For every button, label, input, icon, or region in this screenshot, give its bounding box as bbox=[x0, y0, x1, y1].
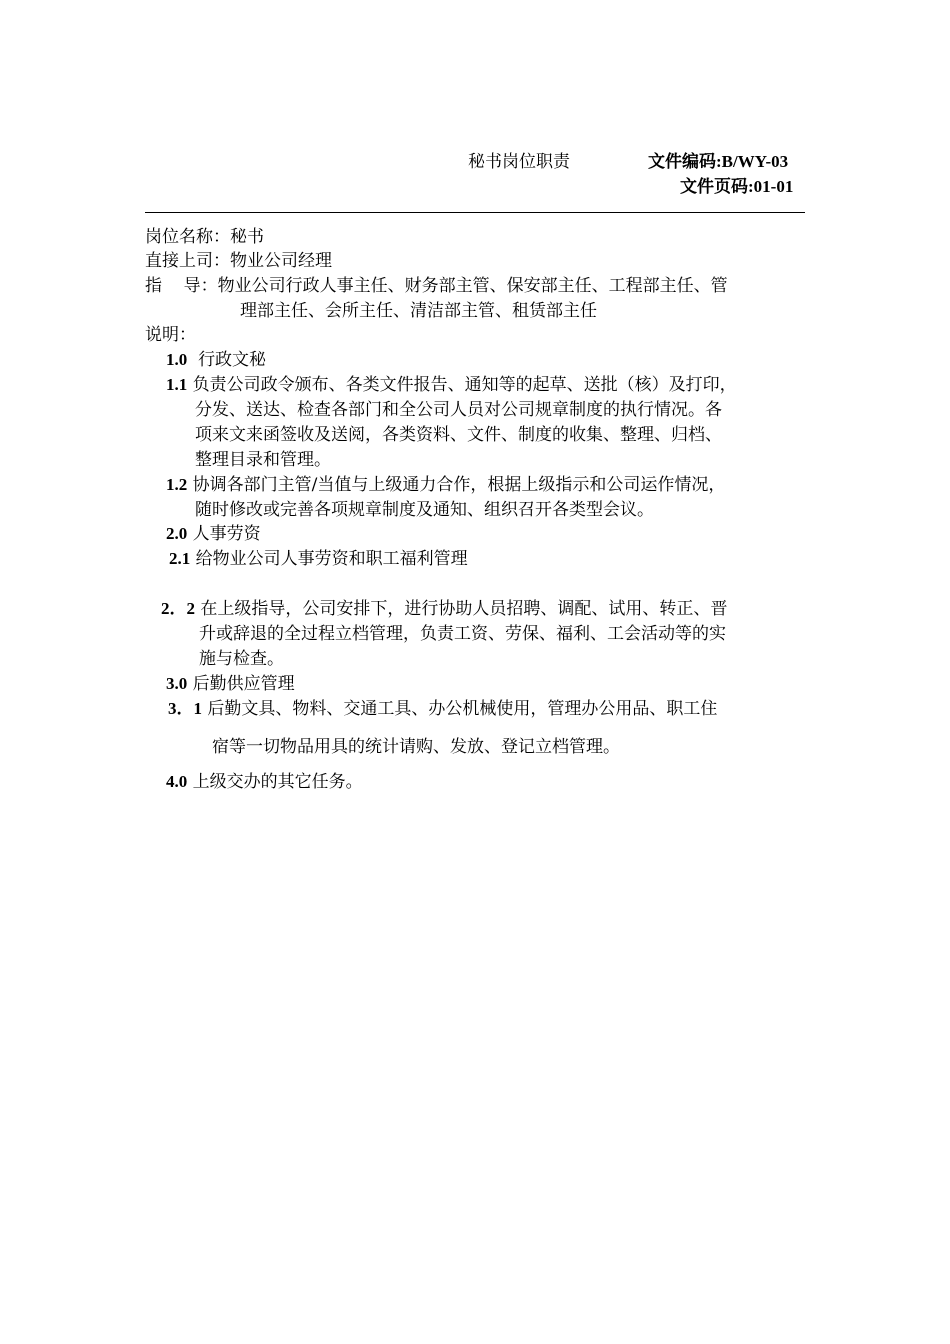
section-title: 行政文秘 bbox=[198, 350, 267, 370]
item-1-1-line4: 整理目录和管理。 bbox=[195, 450, 331, 470]
item-text: 在上级指导，公司安排下，进行协助人员招聘、调配、试用、转正、晋 bbox=[200, 599, 728, 619]
item-3-1 bbox=[168, 697, 717, 721]
section-title: 上级交办的其它任务。 bbox=[192, 772, 363, 792]
section-2-heading bbox=[166, 522, 261, 546]
item-number: 3．1 bbox=[168, 699, 202, 718]
item-1-1-line2: 分发、送达、检查各部门和全公司人员对公司规章制度的执行情况。各 bbox=[195, 400, 722, 420]
section-number: 2.0 bbox=[166, 524, 188, 543]
item-text: 给物业公司人事劳资和职工福利管理 bbox=[195, 549, 468, 569]
superior-value: 物业公司经理 bbox=[230, 251, 332, 271]
item-text: 协调各部门主管/当值与上级通力合作，根据上级指示和公司运作情况， bbox=[192, 475, 726, 495]
guide-line1: 物业公司行政人事主任、财务部主管、保安部主任、工程部主任、管 bbox=[217, 276, 728, 296]
superior-label: 直接上司： bbox=[145, 251, 230, 271]
position-label: 岗位名称： bbox=[145, 227, 230, 247]
guide-label: 指 导： bbox=[145, 276, 218, 296]
page-code: 文件页码:01-01 bbox=[680, 177, 794, 196]
section-number: 4.0 bbox=[166, 772, 188, 791]
item-1-2-line2: 随时修改或完善各项规章制度及通知、组织召开各类型会议。 bbox=[195, 500, 654, 520]
item-text: 负责公司政令颁布、各类文件报告、通知等的起草、送批（核）及打印， bbox=[192, 375, 737, 395]
item-number: 1.1 bbox=[166, 375, 188, 394]
section-3-heading bbox=[166, 672, 295, 696]
item-number: 1.2 bbox=[166, 475, 188, 494]
section-1-heading bbox=[166, 348, 266, 372]
guide-row bbox=[145, 274, 728, 298]
item-2-2-line3: 施与检查。 bbox=[199, 649, 284, 669]
superior-row bbox=[145, 249, 332, 273]
doc-title: 秘书岗位职责 bbox=[468, 152, 570, 172]
section-number: 1.0 bbox=[166, 350, 188, 369]
header-divider bbox=[145, 212, 805, 213]
item-1-1-line3: 项来文来函签收及送阅，各类资料、文件、制度的收集、整理、归档、 bbox=[195, 425, 722, 445]
item-2-1 bbox=[169, 547, 468, 571]
section-number: 3.0 bbox=[166, 674, 188, 693]
section-title: 后勤供应管理 bbox=[192, 674, 295, 694]
description-label: 说明： bbox=[145, 325, 196, 345]
section-title: 人事劳资 bbox=[192, 524, 261, 544]
item-2-2 bbox=[161, 597, 727, 621]
item-text: 后勤文具、物料、交通工具、办公机械使用，管理办公用品、职工住 bbox=[207, 699, 718, 719]
position-value: 秘书 bbox=[230, 227, 264, 247]
guide-line2: 理部主任、会所主任、清洁部主管、租赁部主任 bbox=[240, 301, 597, 321]
item-1-2 bbox=[166, 473, 725, 497]
position-row bbox=[145, 225, 264, 249]
item-number: 2.1 bbox=[169, 549, 191, 568]
doc-code: 文件编码:B/WY-03 bbox=[648, 152, 789, 171]
item-1-1 bbox=[166, 373, 737, 397]
section-4-heading bbox=[166, 770, 363, 794]
item-number: 2．2 bbox=[161, 599, 195, 618]
item-2-2-line2: 升或辞退的全过程立档管理，负责工资、劳保、福利、工会活动等的实 bbox=[199, 624, 726, 644]
item-3-1-line2: 宿等一切物品用具的统计请购、发放、登记立档管理。 bbox=[212, 737, 620, 757]
